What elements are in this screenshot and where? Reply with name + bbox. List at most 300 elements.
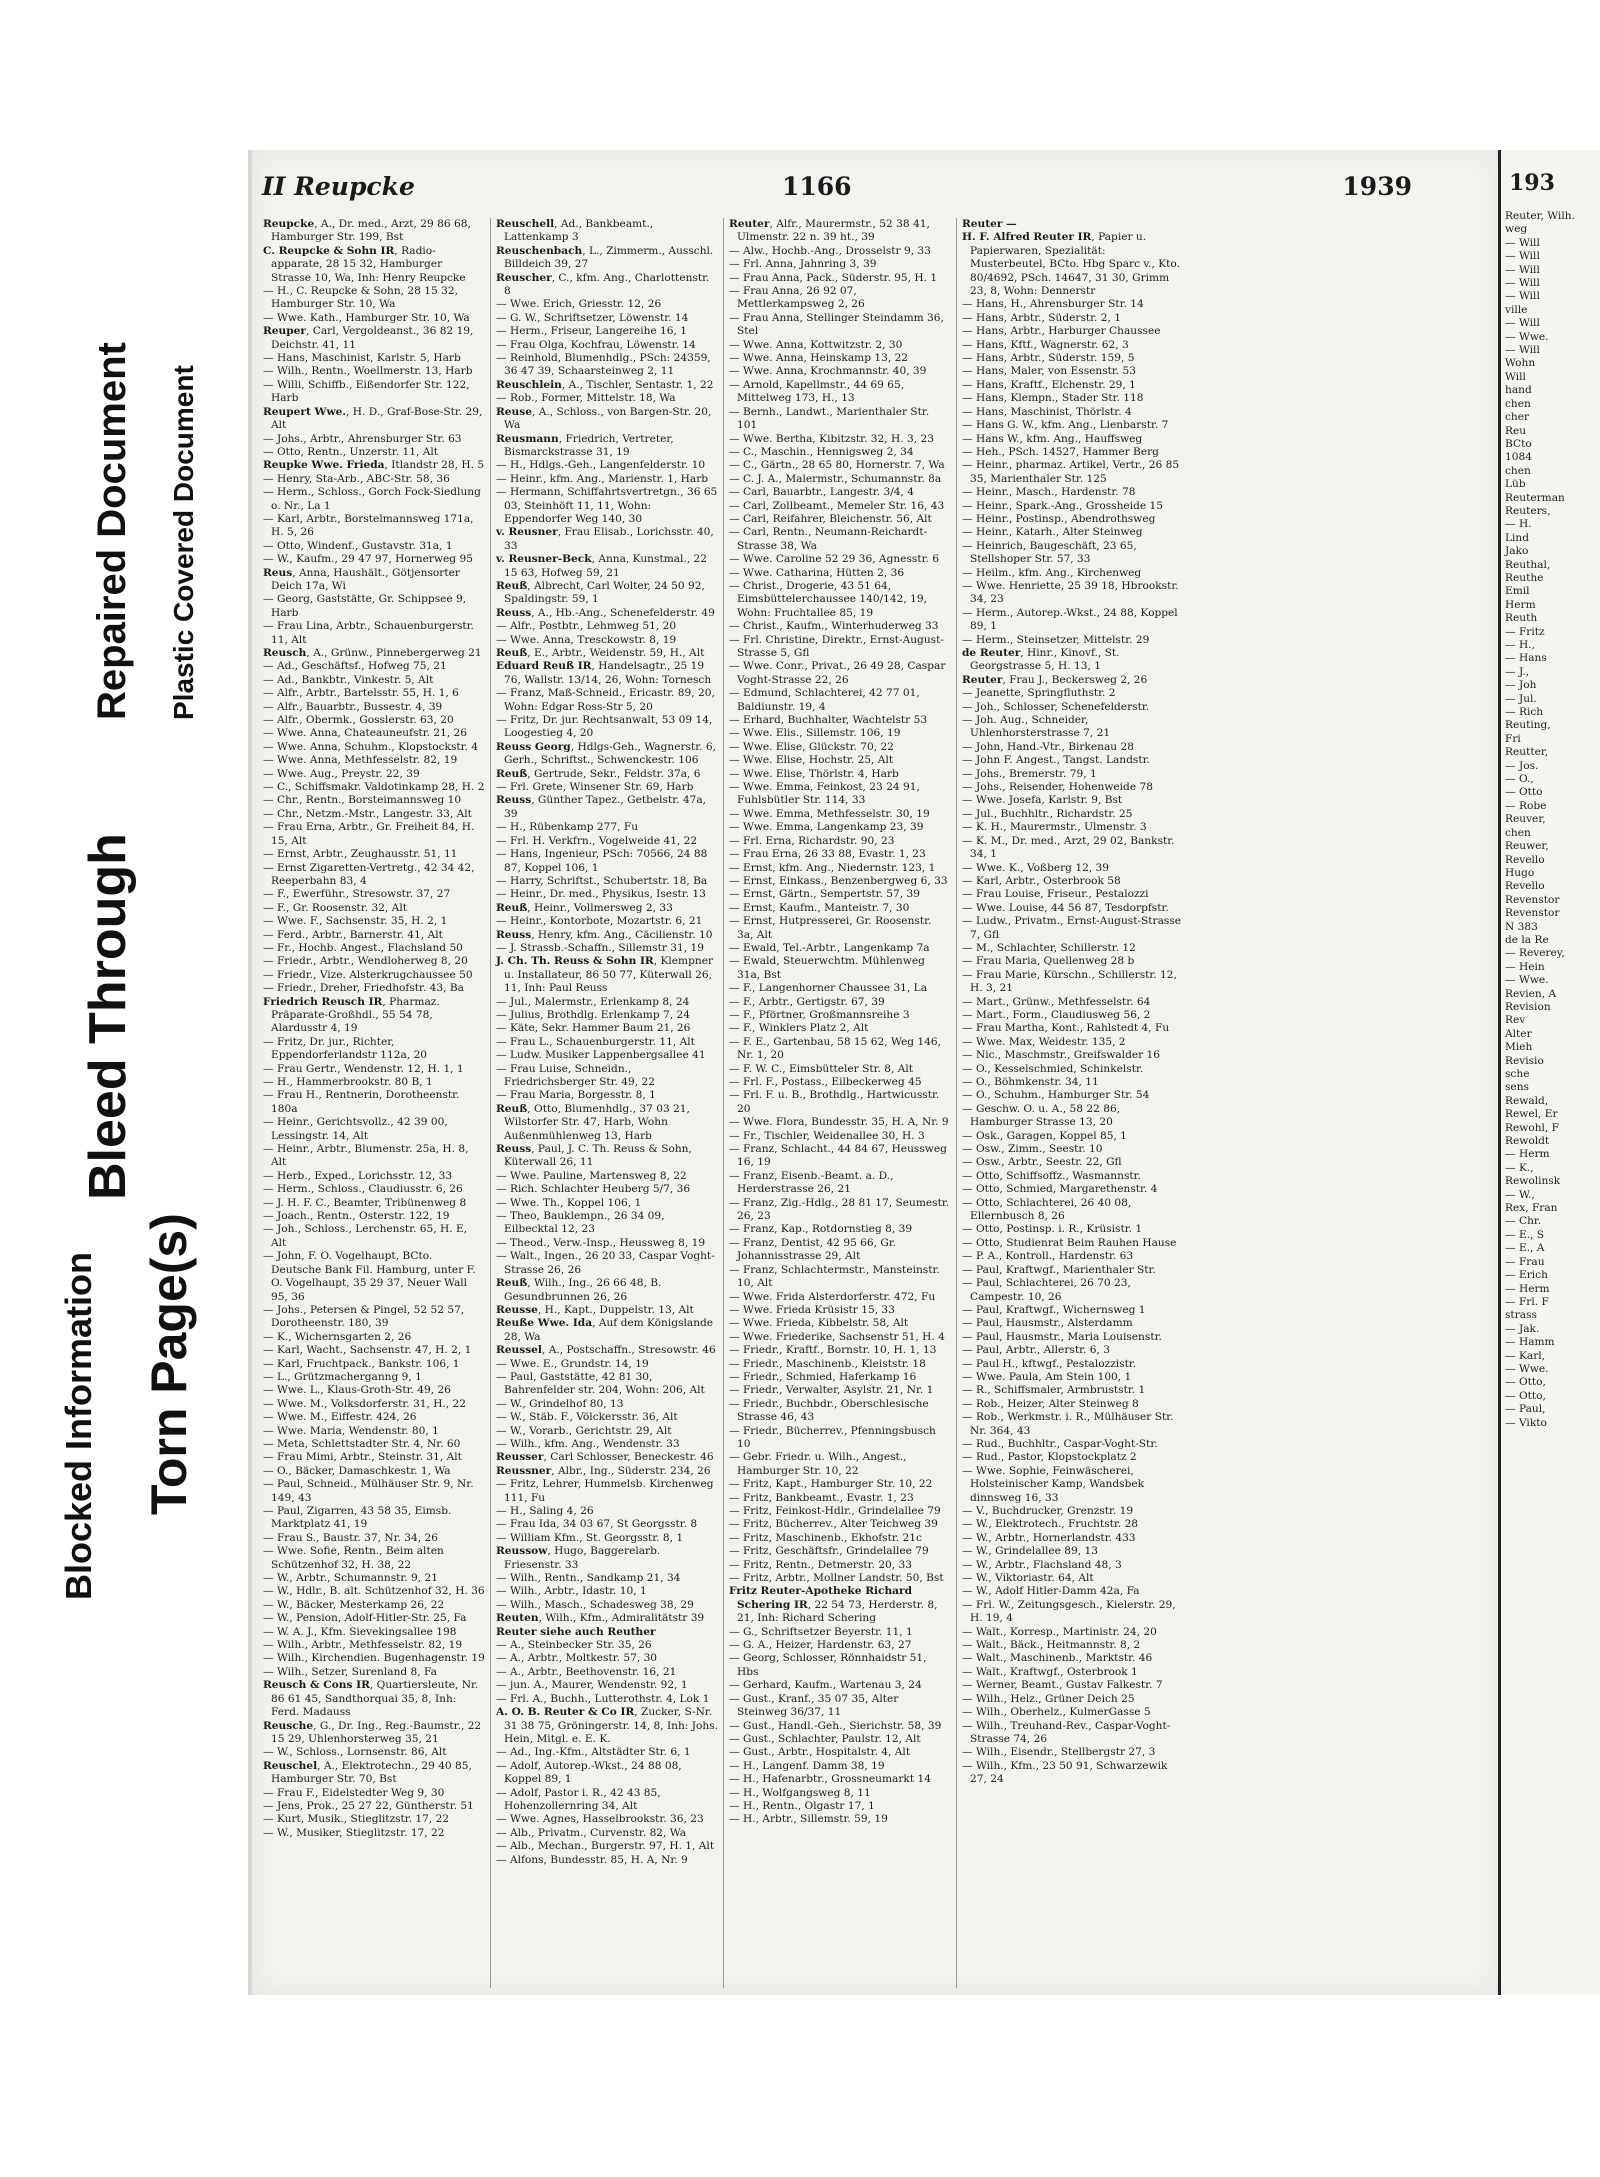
next-page-line: Rex, Fran bbox=[1505, 1202, 1558, 1215]
directory-entry: — Frau Luise, Schneidn., Friedrichsberger Str. 49, 22 bbox=[496, 1062, 655, 1088]
year: 1939 bbox=[1342, 172, 1412, 201]
directory-entry: — Frau Erna, 26 33 88, Evastr. 1, 23 bbox=[729, 848, 926, 861]
directory-entry: — Paul, Gaststätte, 42 81 30, Bahrenfelder str. 204, Wohn: 206, Alt bbox=[496, 1370, 705, 1397]
directory-entry: — L., Grützmacherganng 9, 1 bbox=[263, 1370, 422, 1383]
next-page-line: Alter bbox=[1505, 1027, 1532, 1040]
directory-entry: — Alfons, Bundesstr. 85, H. A, Nr. 9 bbox=[496, 1853, 688, 1866]
directory-entry: — O., Schuhm., Hamburger Str. 54 bbox=[962, 1089, 1150, 1102]
directory-entry: — Wwe. K., Voßberg 12, 39 bbox=[962, 861, 1110, 874]
directory-entry: — Ad., Geschäftsf., Hofweg 75, 21 bbox=[263, 660, 447, 673]
directory-entry: — Frau Maria, Quellenweg 28 b bbox=[962, 955, 1135, 968]
directory-entry: — Wilh., Helz., Grüner Deich 25 bbox=[962, 1692, 1135, 1705]
directory-entry: — Ewald, Tel.-Arbtr., Langenkamp 7a bbox=[729, 941, 930, 954]
directory-entry: — Hans, Ingenieur, PSch: 70566, 24 88 87, Koppel 106, 1 bbox=[496, 848, 708, 874]
next-page-line: — Reverey, bbox=[1505, 947, 1565, 960]
directory-entry: — Alfr., Bauarbtr., Bussestr. 4, 39 bbox=[263, 700, 443, 713]
directory-entry: — Friedr., Verwalter, Asylstr. 21, Nr. 1 bbox=[729, 1384, 934, 1397]
next-page-line: Reutter, bbox=[1505, 746, 1549, 759]
directory-entry: Reuße Wwe. Ida, Auf dem Königslande 28, Wa bbox=[496, 1317, 714, 1343]
directory-entry: — Hans, Maler, von Essenstr. 53 bbox=[962, 365, 1137, 378]
directory-entry: — Jul., Malermstr., Erlenkamp 8, 24 bbox=[496, 995, 690, 1008]
directory-entry: — Wilh., Kfm., 23 50 91, Schwarzewik 27, 24 bbox=[962, 1759, 1168, 1786]
directory-entry: — Frl. W., Zeitungsgesch., Kielerstr. 29, H. 19, 4 bbox=[962, 1598, 1176, 1625]
next-page-line: strass bbox=[1505, 1309, 1537, 1322]
directory-entry: — W., Stäb. F., Völckersstr. 36, Alt bbox=[496, 1411, 678, 1424]
directory-entry: — Wwe. Max, Weidestr. 135, 2 bbox=[962, 1035, 1126, 1048]
directory-entry: — H., Saling 4, 26 bbox=[496, 1505, 594, 1517]
directory-entry: — Heinr., Dr. med., Physikus, Isestr. 13 bbox=[496, 888, 706, 901]
directory-entry: — Heh., PSch. 14527, Hammer Berg bbox=[962, 445, 1159, 458]
next-page-line: — Wwe. bbox=[1505, 1362, 1549, 1375]
directory-entry: v. Reusner, Frau Elisab., Lorichsstr. 40, 33 bbox=[496, 526, 714, 552]
next-page-line: — Hein bbox=[1505, 960, 1545, 973]
next-page-line: chen bbox=[1505, 464, 1531, 477]
directory-entry: — Wwe. M., Eiffestr. 424, 26 bbox=[263, 1411, 417, 1424]
next-page-line: Mieh bbox=[1505, 1041, 1533, 1054]
directory-entry: — Friedr., Maschinenb., Kleiststr. 18 bbox=[729, 1357, 926, 1370]
directory-entry: — Käte, Sekr. Hammer Baum 21, 26 bbox=[496, 1022, 691, 1035]
directory-entry: — Hermann, Schiffahrtsvertretgn., 36 65 03, Steinhöft 11, 11, Wohn: Eppendorfer Weg 140, 30 bbox=[496, 486, 718, 525]
directory-entry: Eduard Reuß IR, Handelsagtr., 25 19 76, Wallstr. 13/14, 26, Wohn: Tornesch bbox=[496, 660, 712, 686]
directory-entry: — H., Rübenkamp 277, Fu bbox=[496, 821, 639, 834]
directory-entry: — Ludw. Musiker Lappenbergsallee 41 bbox=[496, 1049, 706, 1062]
directory-entry: — W., Kaufm., 29 47 97, Hornerweg 95 bbox=[263, 553, 473, 566]
next-page-line: — Herm bbox=[1505, 1282, 1550, 1295]
directory-entry: — J. Strassb.-Schaffn., Sillemstr 31, 19 bbox=[496, 941, 704, 954]
directory-entry: Friedrich Reusch IR, Pharmaz. Präparate-Großhdl., 55 54 78, Alardusstr 4, 19 bbox=[263, 995, 440, 1035]
page-header bbox=[262, 172, 1412, 212]
directory-entry: — Wwe. Frieda, Kibbelstr. 58, Alt bbox=[729, 1317, 909, 1330]
next-page-line: — Hamm bbox=[1505, 1336, 1555, 1349]
directory-entry: — Adolf, Autorep.-Wkst., 24 88 08, Koppel 89, 1 bbox=[496, 1759, 682, 1786]
directory-entry: — Hans, H., Ahrensburger Str. 14 bbox=[962, 298, 1144, 311]
next-page-line: Herm bbox=[1505, 598, 1536, 611]
directory-entry: — V., Buchdrucker, Grenzstr. 19 bbox=[962, 1505, 1134, 1517]
directory-entry: — Wwe. Agnes, Hasselbrookstr. 36, 23 bbox=[496, 1813, 704, 1826]
directory-entry: — Frau Lina, Arbtr., Schauenburgerstr. 11, Alt bbox=[263, 620, 474, 646]
directory-entry: — Frau L., Schauenburgerstr. 11, Alt bbox=[496, 1035, 695, 1048]
directory-entry: — Frl. F., Postass., Eilbeckerweg 45 bbox=[729, 1076, 922, 1088]
directory-entry: — Fritz, Arbtr., Mollner Landstr. 50, Bst bbox=[729, 1572, 944, 1585]
next-page-line: Jako bbox=[1505, 545, 1529, 558]
directory-entry: — Rich. Schlachter Heuberg 5/7, 36 bbox=[496, 1183, 691, 1196]
directory-entry: — Wwe. Henriette, 25 39 18, Hbrookstr. 34, 23 bbox=[962, 579, 1179, 606]
directory-entry: Reuschlein, A., Tischler, Sentastr. 1, 22 bbox=[496, 378, 714, 391]
directory-entry: — Paul, Zigarren, 43 58 35, Eimsb. Marktplatz 41, 19 bbox=[263, 1505, 452, 1531]
next-page-line: — J., bbox=[1505, 665, 1530, 678]
directory-entry: A. O. B. Reuter & Co IR, Zucker, S-Nr. 31 38 75, Gröningerstr. 14, 8, Inh: Johs. Hein, Mitgl. e. E. K. bbox=[496, 1706, 719, 1745]
directory-entry: — Johs., Petersen & Pingel, 52 52 57, Dorotheenstr. 180, 39 bbox=[263, 1303, 465, 1330]
directory-entry: — Ferd., Arbtr., Barnerstr. 41, Alt bbox=[263, 928, 443, 941]
directory-entry: — Franz, Schlachtermstr., Mansteinstr. 10, Alt bbox=[729, 1263, 940, 1290]
directory-entry: — G. A., Heizer, Hardenstr. 63, 27 bbox=[729, 1639, 912, 1652]
directory-entry: — Frl. Christine, Direktr., Ernst-August-Strasse 5, Gfl bbox=[729, 633, 944, 659]
directory-entry: — F., Winklers Platz 2, Alt bbox=[729, 1022, 869, 1035]
directory-entry: Reupke Wwe. Frieda, Itlandstr 28, H. 5 bbox=[263, 459, 485, 472]
directory-entry: — M., Schlachter, Schillerstr. 12 bbox=[962, 941, 1136, 954]
directory-entry: — W., Grindelhof 80, 13 bbox=[496, 1397, 624, 1410]
directory-entry: — Wwe. Paula, Am Stein 100, 1 bbox=[962, 1370, 1132, 1383]
directory-entry: — Wwe. Maria, Wendenstr. 80, 1 bbox=[263, 1424, 439, 1437]
directory-entry: — Friedr., Kraftf., Bornstr. 10, H. 1, 13 bbox=[729, 1344, 937, 1357]
directory-entry: — G., Schriftsetzer Beyerstr. 11, 1 bbox=[729, 1625, 913, 1638]
directory-entry: — Wwe. Anna, Krochmannstr. 40, 39 bbox=[729, 365, 927, 378]
directory-entry: — Joh. Aug., Schneider, Uhlenhorsterstrasse 7, 21 bbox=[962, 714, 1111, 740]
directory-entry: — Herb., Exped., Lorichsstr. 12, 33 bbox=[263, 1169, 453, 1182]
directory-entry: — Joh., Schloss., Lerchenstr. 65, H. E, Alt bbox=[263, 1223, 468, 1249]
directory-entry: v. Reusner-Beck, Anna, Kunstmal., 22 15 63, Hofweg 59, 21 bbox=[496, 553, 708, 579]
directory-entry: — Hans W., kfm. Ang., Hauffsweg bbox=[962, 432, 1143, 445]
directory-entry: — Ernst, Kaufm., Manteistr. 7, 30 bbox=[729, 901, 910, 914]
next-page-line: — Otto bbox=[1505, 786, 1543, 799]
directory-entry: — H., Rentn., Olgastr 17, 1 bbox=[729, 1799, 875, 1812]
next-page-line: — Jul. bbox=[1505, 692, 1537, 705]
directory-entry: — Wwe. Elis., Sillemstr. 106, 19 bbox=[729, 727, 901, 740]
directory-entry: — Hans, Arbtr., Harburger Chaussee bbox=[962, 325, 1161, 338]
directory-entry: — Wwe. Anna, Kottwitzstr. 2, 30 bbox=[729, 338, 903, 351]
directory-entry: — William Kfm., St. Georgsstr. 8, 1 bbox=[496, 1531, 684, 1544]
next-page-line: — Will bbox=[1505, 236, 1540, 249]
directory-entry: — Rud., Pastor, Klopstockplatz 2 bbox=[962, 1451, 1137, 1464]
next-page-line: 1084 bbox=[1505, 451, 1532, 464]
caption-torn-pages: Torn Page(s) bbox=[141, 1213, 197, 1515]
directory-entry: — Wwe. Caroline 52 29 36, Agnesstr. 6 bbox=[729, 553, 939, 566]
directory-entry: — Hans, Kraftf., Elchenstr. 29, 1 bbox=[962, 378, 1136, 391]
next-page-line: BCto bbox=[1505, 437, 1532, 450]
next-page-line: ville bbox=[1505, 303, 1528, 316]
directory-entry: — Walt., Kraftwgf., Osterbrook 1 bbox=[962, 1665, 1138, 1678]
directory-entry: Reuter — bbox=[962, 218, 1017, 230]
directory-entry: Reuss Georg, Hdlgs-Geh., Wagnerstr. 6, Gerh., Schriftst., Schwenckestr. 106 bbox=[496, 740, 716, 767]
directory-entry: — Walt., Maschinenb., Marktstr. 46 bbox=[962, 1652, 1153, 1665]
next-page-line: hand bbox=[1505, 384, 1532, 397]
directory-entry: — Frau Marie, Kürschn., Schillerstr. 12, H. 3, 21 bbox=[962, 968, 1177, 995]
directory-entry: — Wwe. Th., Koppel 106, 1 bbox=[496, 1196, 642, 1209]
next-page-line: chen bbox=[1505, 397, 1531, 410]
running-head: II Reupcke bbox=[262, 172, 415, 201]
directory-entry: — Ernst, Hutpresserei, Gr. Roosenstr. 3a, Alt bbox=[729, 915, 932, 941]
directory-entry: — Harry, Schriftst., Schubertstr. 18, Ba bbox=[496, 874, 708, 887]
directory-entry: — Hans G. W., kfm. Ang., Lienbarstr. 7 bbox=[962, 419, 1169, 432]
directory-entry: — Fritz, Bankbeamt., Evastr. 1, 23 bbox=[729, 1491, 914, 1504]
directory-entry: — Frau Anna, Stellinger Steindamm 36, Stel bbox=[729, 311, 944, 338]
directory-entry: — Osw., Zimm., Seestr. 10 bbox=[962, 1143, 1103, 1156]
directory-entry: — Bernh., Landwt., Marienthaler Str. 101 bbox=[729, 405, 930, 432]
directory-entry: — Heinrich, Baugeschäft, 23 65, Stellshoper Str. 57, 33 bbox=[962, 539, 1137, 566]
directory-entry: — Wwe. Erich, Griesstr. 12, 26 bbox=[496, 298, 662, 311]
next-page-line: Lüb bbox=[1505, 478, 1526, 491]
directory-entry: — Fritz, Lehrer, Hummelsb. Kirchenweg 111, Fu bbox=[496, 1478, 714, 1504]
directory-entry: — Arnold, Kapellmstr., 44 69 65, Mittelweg 173, H., 13 bbox=[729, 378, 905, 405]
next-page-line: Revenstor bbox=[1505, 907, 1560, 920]
next-page-line: — Frl. F bbox=[1505, 1295, 1549, 1308]
directory-entry: — Heinr., Kontorbote, Mozartstr. 6, 21 bbox=[496, 915, 703, 928]
next-page-line: — H., bbox=[1505, 639, 1535, 651]
directory-entry: Reuß, Otto, Blumenhdlg., 37 03 21, Wilstorfer Str. 47, Harb, Wohn Außenmühlenweg 13, Harb bbox=[496, 1102, 690, 1142]
directory-page bbox=[248, 150, 1502, 1995]
directory-entry: — Mart., Grünw., Methfesselstr. 64 bbox=[962, 995, 1151, 1008]
directory-entry: Reupert Wwe., H. D., Graf-Bose-Str. 29, Alt bbox=[263, 405, 483, 432]
next-page-line: — Will bbox=[1505, 250, 1540, 263]
next-page-line: Reuters, bbox=[1505, 504, 1551, 517]
directory-entry: — Frau Mimi, Arbtr., Steinstr. 31, Alt bbox=[263, 1451, 462, 1464]
directory-entry: — Frau Anna, 26 92 07, Mettlerkampsweg 2, 26 bbox=[729, 285, 865, 311]
directory-entry: Fritz Reuter-Apotheke Richard Schering IR, 22 54 73, Herderstr. 8, 21, Inh: Richard Schering bbox=[729, 1585, 938, 1625]
next-page-line: sche bbox=[1505, 1068, 1530, 1080]
directory-entry: — Wwe. Pauline, Martensweg 8, 22 bbox=[496, 1169, 687, 1182]
directory-entry: — Ad., Bankbtr., Vinkestr. 5, Alt bbox=[263, 673, 434, 686]
directory-entry: — Fritz, Dr. jur., Richter, Eppendorferlandstr 112a, 20 bbox=[263, 1035, 428, 1062]
directory-entry: — O., Kesselschmied, Schinkelstr. bbox=[962, 1062, 1144, 1075]
caption-bleed-through: Bleed Through bbox=[79, 833, 137, 1200]
next-page-line: Lind bbox=[1505, 531, 1530, 544]
directory-entry: — O., Böhmkenstr. 34, 11 bbox=[962, 1076, 1099, 1088]
directory-entry: — O., Bäcker, Damaschkestr. 1, Wa bbox=[263, 1464, 451, 1477]
directory-entry: — Gust., Schlachter, Paulstr. 12, Alt bbox=[729, 1732, 921, 1745]
next-page-line: Revisio bbox=[1505, 1054, 1544, 1067]
directory-entry: — Wwe. Frida Alsterdorferstr. 472, Fu bbox=[729, 1290, 936, 1303]
directory-entry: — Wilh., Oberhelz., KulmerGasse 5 bbox=[962, 1706, 1151, 1719]
directory-entry: Reussel, A., Postschaffn., Stresowstr. 46 bbox=[496, 1344, 716, 1357]
directory-entry: — Herm., Autorep.-Wkst., 24 88, Koppel 89, 1 bbox=[962, 606, 1178, 633]
directory-entry: — Wilh., Arbtr., Idastr. 10, 1 bbox=[496, 1585, 647, 1598]
directory-entry: — Walt., Ingen., 26 20 33, Caspar Voght-Strasse 26, 26 bbox=[496, 1250, 715, 1276]
directory-entry: — Paul, Kraftwgf., Wichernsweg 1 bbox=[962, 1303, 1146, 1316]
directory-entry: — Wwe. Elise, Thörlstr. 4, Harb bbox=[729, 767, 899, 780]
directory-entry: — Wilh., Setzer, Surenland 8, Fa bbox=[263, 1665, 437, 1678]
directory-entry: — Wwe. Aug., Preystr. 22, 39 bbox=[263, 767, 420, 780]
directory-entry: — Heinr., Masch., Hardenstr. 78 bbox=[962, 486, 1136, 499]
next-page-line: — Otto, bbox=[1505, 1389, 1546, 1402]
next-page-line: — Will bbox=[1505, 317, 1540, 330]
directory-entry: — W., Arbtr., Flachsland 48, 3 bbox=[962, 1558, 1122, 1571]
directory-entry: Reusch, A., Grünw., Pinnebergerweg 21 bbox=[263, 647, 482, 659]
directory-entry: — Alb., Mechan., Burgerstr. 97, H. 1, Alt bbox=[496, 1840, 715, 1853]
next-page-line: Rev bbox=[1505, 1014, 1526, 1027]
next-page-line: — Otto, bbox=[1505, 1376, 1546, 1389]
directory-entry: — Ludw., Privatm., Ernst-August-Strasse 7, Gfl bbox=[962, 915, 1182, 941]
directory-entry: — Franz, Zig.-Hdlg., 28 81 17, Seumestr. 26, 23 bbox=[729, 1196, 950, 1223]
directory-entry: — Georg, Gaststätte, Gr. Schippsee 9, Harb bbox=[263, 593, 467, 619]
directory-entry: — Wwe. Anna, Heinskamp 13, 22 bbox=[729, 352, 909, 365]
directory-entry: — Wwe. L., Klaus-Groth-Str. 49, 26 bbox=[263, 1384, 451, 1397]
directory-entry: — Wwe. Sophie, Feinwäscherei, Holsteinischer Kamp, Wandsbek dinnsweg 16, 33 bbox=[962, 1464, 1145, 1504]
directory-entry: J. Ch. Th. Reuss & Sohn IR, Klempner u. Installateur, 86 50 77, Küterwall 26, 11, Inh: Paul Reuss bbox=[496, 955, 714, 995]
directory-entry: — Franz, Schlacht., 44 84 67, Heussweg 16, 19 bbox=[729, 1143, 947, 1169]
directory-entry: — Frl. Grete, Winsener Str. 69, Harb bbox=[496, 781, 694, 794]
directory-entry: — H., Langenf. Damm 38, 19 bbox=[729, 1759, 885, 1772]
directory-entry: — Theo, Bauklempn., 26 34 09, Eilbecktal 12, 23 bbox=[496, 1210, 665, 1236]
directory-entry: — Frl. F. u. B., Brothdlg., Hartwicusstr. 20 bbox=[729, 1089, 940, 1115]
next-page-line: Wohn bbox=[1505, 357, 1536, 370]
directory-entry: — Wwe. Anna, Tresckowstr. 8, 19 bbox=[496, 633, 677, 646]
directory-entry: — John, F. O. Vogelhaupt, BCto. Deutsche Bank Fil. Hamburg, unter F. O. Vogelhaupt, 35 29 37, Neuer Wall 95, 36 bbox=[263, 1250, 476, 1303]
directory-entry: — H., C. Reupcke & Sohn, 28 15 32, Hamburger Str. 10, Wa bbox=[263, 285, 458, 311]
directory-entry: — H., Wolfgangsweg 8, 11 bbox=[729, 1786, 871, 1799]
next-page-line: — E., S bbox=[1505, 1228, 1545, 1241]
directory-entry: — Wwe. Bertha, Kibitzstr. 32, H. 3, 23 bbox=[729, 432, 934, 445]
directory-entry: — H., Hdlgs.-Geh., Langenfelderstr. 10 bbox=[496, 459, 706, 472]
directory-entry: — Walt., Korresp., Martinistr. 24, 20 bbox=[962, 1625, 1157, 1638]
next-page-line: Reu bbox=[1505, 424, 1527, 437]
directory-entry: — Johs., Reisender, Hohenweide 78 bbox=[962, 781, 1153, 794]
directory-entry: — Otto, Schlachterei, 26 40 08, Ellernbusch 8, 26 bbox=[962, 1196, 1132, 1223]
directory-entry: — Herm., Schloss., Claudiusstr. 6, 26 bbox=[263, 1183, 463, 1196]
next-page-line: cher bbox=[1505, 411, 1530, 424]
next-page-line: — Jak. bbox=[1505, 1322, 1540, 1335]
next-page-line: Reuwer, bbox=[1505, 840, 1549, 853]
next-page-line: sens bbox=[1505, 1081, 1529, 1094]
directory-entry: — Alfr., Obermk., Gosslerstr. 63, 20 bbox=[263, 714, 454, 727]
directory-entry: — W., Bäcker, Mesterkamp 26, 22 bbox=[263, 1598, 445, 1611]
directory-entry: — F. W. C., Eimsbütteler Str. 8, Alt bbox=[729, 1062, 913, 1075]
directory-entry: — Wwe. Flora, Bundesstr. 35, H. A, Nr. 9 bbox=[729, 1116, 949, 1129]
directory-entry: — Frl. Erna, Richardstr. 90, 23 bbox=[729, 834, 895, 847]
directory-entry: — Osk., Garagen, Koppel 85, 1 bbox=[962, 1129, 1127, 1142]
directory-entry: — Julius, Brothdlg. Erlenkamp 7, 24 bbox=[496, 1008, 690, 1021]
directory-entry: — Wilh., Masch., Schadesweg 38, 29 bbox=[496, 1598, 694, 1611]
directory-entry: — Heinr., Gerichtsvollz., 42 39 00, Lessingstr. 14, Alt bbox=[263, 1116, 448, 1142]
directory-entry: Reuse, A., Schloss., von Bargen-Str. 20, Wa bbox=[496, 405, 712, 432]
directory-entry: Reusser, Carl Schlosser, Beneckestr. 46 bbox=[496, 1451, 714, 1464]
directory-entry: — Jeanette, Springfluthstr. 2 bbox=[962, 687, 1116, 700]
directory-entry: — Wwe. Josefa, Karlstr. 9, Bst bbox=[962, 794, 1123, 807]
directory-entry: — W., Hdlr., B. alt. Schützenhof 32, H. 36 bbox=[263, 1585, 485, 1598]
directory-entry: — Wwe. Conr., Privat., 26 49 28, Caspar Voght-Strasse 22, 26 bbox=[729, 660, 946, 686]
next-page-lines bbox=[1501, 196, 1600, 1430]
directory-entry: — Heilm., kfm. Ang., Kirchenweg bbox=[962, 566, 1142, 579]
directory-entry: — K. H., Maurermstr., Ulmenstr. 3 bbox=[962, 821, 1147, 834]
directory-entry: — Paul, Hausmstr., Maria Louisenstr. bbox=[962, 1330, 1162, 1343]
directory-entry: — K., Wichernsgarten 2, 26 bbox=[263, 1330, 412, 1343]
next-page-line: — Herm bbox=[1505, 1148, 1550, 1161]
directory-entry: — Hans, Maschinist, Karlstr. 5, Harb bbox=[263, 352, 461, 365]
directory-entry: — Herm., Friseur, Langereihe 16, 1 bbox=[496, 325, 688, 338]
next-page-line: Revision bbox=[1505, 1000, 1551, 1013]
next-page-line: N 383 bbox=[1505, 920, 1538, 933]
directory-entry: — Ewald, Steuerwchtm. Mühlenweg 31a, Bst bbox=[729, 955, 925, 981]
column-1 bbox=[258, 218, 491, 1988]
directory-entry: — Joach., Rentn., Osterstr. 122, 19 bbox=[263, 1210, 450, 1223]
directory-entry: Reuß, Albrecht, Carl Wolter, 24 50 92, Spaldingstr. 59, 1 bbox=[496, 579, 705, 606]
directory-entry: — Fritz, Geschäftsfr., Grindelallee 79 bbox=[729, 1545, 929, 1558]
next-page-line: — Erich bbox=[1505, 1269, 1548, 1282]
directory-entry: — Frau Ida, 34 03 67, St Georgsstr. 8 bbox=[496, 1518, 698, 1531]
next-page-line: Rewohl, F bbox=[1505, 1121, 1559, 1134]
directory-entry: — Gust., Arbtr., Hospitalstr. 4, Alt bbox=[729, 1746, 911, 1759]
directory-entry: — Alb., Privatm., Curvenstr. 82, Wa bbox=[496, 1826, 687, 1839]
directory-entry: — Carl, Rentn., Neumann-Reichardt-Strasse 38, Wa bbox=[729, 526, 928, 552]
directory-entry: — Wwe. Emma, Feinkost, 23 24 91, Fuhlsbütler Str. 114, 33 bbox=[729, 781, 920, 807]
directory-entry: — Wwe. Frieda Krüsistr 15, 33 bbox=[729, 1303, 895, 1316]
next-page-line: — Will bbox=[1505, 290, 1540, 303]
directory-entry: — Erhard, Buchhalter, Wachtelstr 53 bbox=[729, 714, 928, 727]
directory-entry: — Fritz, Rentn., Detmerstr. 20, 33 bbox=[729, 1558, 913, 1571]
directory-entry: — W., Viktoriastr. 64, Alt bbox=[962, 1572, 1094, 1585]
directory-entry: — C. J. A., Malermstr., Schumannstr. 8a bbox=[729, 472, 942, 485]
directory-entry: — W., Arbtr., Hornerlandstr. 433 bbox=[962, 1531, 1136, 1544]
directory-entry: Reuter siehe auch Reuther bbox=[496, 1625, 656, 1638]
next-page-line: — Paul, bbox=[1505, 1403, 1546, 1416]
next-page-line: Reuter, Wilh. bbox=[1505, 210, 1575, 222]
directory-entry: Reuter, Frau J., Beckersweg 2, 26 bbox=[962, 673, 1148, 686]
directory-entry: — Wwe. Anna, Schuhm., Klopstockstr. 4 bbox=[263, 740, 479, 753]
directory-entry: — Ad., Ing.-Kfm., Altstädter Str. 6, 1 bbox=[496, 1746, 691, 1759]
directory-entry: — Carl, Bauarbtr., Langestr. 3/4, 4 bbox=[729, 486, 914, 499]
caption-repaired-document: Repaired Document bbox=[90, 342, 134, 720]
directory-entry: — C., Schiffsmakr. Valdotinkamp 28, H. 2 bbox=[263, 781, 485, 794]
directory-entry: Reuten, Wilh., Kfm., Admiralitätstr 39 bbox=[496, 1612, 705, 1625]
directory-entry: — W., Pension, Adolf-Hitler-Str. 25, Fa bbox=[263, 1612, 467, 1625]
directory-entry: — Frau Martha, Kont., Rahlstedt 4, Fu bbox=[962, 1022, 1170, 1035]
directory-entry: — F., Arbtr., Gertigstr. 67, 39 bbox=[729, 995, 885, 1008]
directory-entry: — Paul, Schlachterei, 26 70 23, Campestr. 10, 26 bbox=[962, 1277, 1131, 1303]
directory-entry: — Wwe. Elise, Hochstr. 25, Alt bbox=[729, 754, 894, 767]
directory-entry: — Geschw. O. u. A., 58 22 86, Hamburger Strasse 13, 20 bbox=[962, 1102, 1121, 1129]
directory-entry: H. F. Alfred Reuter IR, Papier u. Papierwaren, Spezialität: Musterbeutel, BCto. Hbg Sparc v., Kto. 80/4692, PSch. 14647, 31 30, Grimm 23, 8, Wohn: Dennerstr bbox=[962, 231, 1180, 298]
directory-entry: — Kurt, Musik., Stieglitzstr. 17, 22 bbox=[263, 1813, 450, 1826]
directory-entry: — Franz, Eisenb.-Beamt. a. D., Herderstrasse 26, 21 bbox=[729, 1169, 894, 1196]
directory-entry: — W., Schloss., Lornsenstr. 86, Alt bbox=[263, 1746, 447, 1759]
directory-entry: — Otto, Schiffsoffz., Wasmannstr. bbox=[962, 1169, 1141, 1182]
directory-entry: Reupcke, A., Dr. med., Arzt, 29 86 68, Hamburger Str. 199, Bst bbox=[263, 218, 471, 244]
directory-entry: — Alfr., Postbtr., Lehmweg 51, 20 bbox=[496, 620, 677, 633]
directory-entry: — W., Arbtr., Schumannstr. 9, 21 bbox=[263, 1572, 438, 1585]
directory-entry: — Frau Maria, Borgesstr. 8, 1 bbox=[496, 1089, 656, 1102]
next-page-line: — Robe bbox=[1505, 799, 1547, 812]
directory-entry: — A., Arbtr., Moltkestr. 57, 30 bbox=[496, 1652, 658, 1665]
next-page-line: — Karl, bbox=[1505, 1349, 1546, 1362]
directory-entry: — jun. A., Maurer, Wendenstr. 92, 1 bbox=[496, 1679, 688, 1692]
directory-entry: — Edmund, Schlachterei, 42 77 01, Baldiunstr. 19, 4 bbox=[729, 687, 920, 713]
directory-entry: — Joh., Schlosser, Schenefelderstr. bbox=[962, 700, 1150, 713]
next-page-line: Reuthal, bbox=[1505, 558, 1551, 571]
caption-plastic-covered: Plastic Covered Document bbox=[168, 365, 199, 720]
directory-entry: — Jul., Buchhltr., Richardstr. 25 bbox=[962, 807, 1133, 820]
directory-entry: — A., Arbtr., Beethovenstr. 16, 21 bbox=[496, 1665, 677, 1678]
directory-entry: — Frau S., Baustr. 37, Nr. 34, 26 bbox=[263, 1531, 438, 1544]
directory-entry: — Friedr., Dreher, Friedhofstr. 43, Ba bbox=[263, 982, 464, 995]
next-page-year: 193 bbox=[1509, 170, 1555, 196]
next-page-line: Reuthe bbox=[1505, 571, 1544, 584]
next-page-line: — Fritz bbox=[1505, 625, 1545, 638]
directory-entry: — Frau Erna, Arbtr., Gr. Freiheit 84, H. 15, Alt bbox=[263, 821, 475, 847]
directory-entry: — Heinr., Katarh., Alter Steinweg bbox=[962, 526, 1143, 539]
directory-entry: Reussow, Hugo, Baggerelarb. Friesenstr. 33 bbox=[496, 1545, 661, 1571]
directory-entry: — Meta, Schlettstadter Str. 4, Nr. 60 bbox=[263, 1437, 461, 1450]
directory-entry: — John, Hand.-Vtr., Birkenau 28 bbox=[962, 740, 1134, 753]
directory-entry: — Heinr., Postinsp., Abendrothsweg bbox=[962, 512, 1156, 525]
directory-entry: — Karl, Arbtr., Osterbrook 58 bbox=[962, 874, 1121, 887]
directory-entry: — F., Pförtner, Großmannsreihe 3 bbox=[729, 1008, 910, 1021]
next-page-line: Revien, A bbox=[1505, 987, 1557, 1000]
directory-entry: — Nic., Maschmstr., Greifswalder 16 bbox=[962, 1049, 1161, 1062]
directory-entry: — Ernst, kfm. Ang., Niedernstr. 123, 1 bbox=[729, 861, 936, 874]
directory-entry: — Walt., Bäck., Heitmannstr. 8, 2 bbox=[962, 1639, 1141, 1652]
directory-entry: — Otto, Postinsp. i. R., Krüsistr. 1 bbox=[962, 1223, 1143, 1236]
directory-entry: — C., Maschin., Hennigsweg 2, 34 bbox=[729, 445, 914, 458]
directory-entry: — Gust., Handl.-Geh., Sierichstr. 58, 39 bbox=[729, 1719, 942, 1732]
directory-entry: — Frau F., Eidelstedter Weg 9, 30 bbox=[263, 1786, 445, 1799]
directory-entry: — W., Musiker, Stieglitzstr. 17, 22 bbox=[263, 1826, 445, 1839]
directory-entry: Reus, Anna, Haushält., Götjensorter Deich 17a, Wi bbox=[263, 566, 460, 592]
directory-entry: — Heinr., pharmaz. Artikel, Vertr., 26 85 35, Marienthaler Str. 125 bbox=[962, 459, 1180, 485]
directory-entry: — Paul, Schneid., Mülhäuser Str. 9, Nr. 149, 43 bbox=[263, 1478, 474, 1504]
directory-entry: — Wilh., Rentn., Woellmerstr. 13, Harb bbox=[263, 365, 473, 378]
directory-entry: — Herm., Steinsetzer, Mittelstr. 29 bbox=[962, 633, 1150, 646]
directory-entry: Reuscher, C., kfm. Ang., Charlottenstr. 8 bbox=[496, 271, 710, 298]
directory-entry: — Willi, Schiffb., Eißendorfer Str. 122, Harb bbox=[263, 378, 470, 405]
